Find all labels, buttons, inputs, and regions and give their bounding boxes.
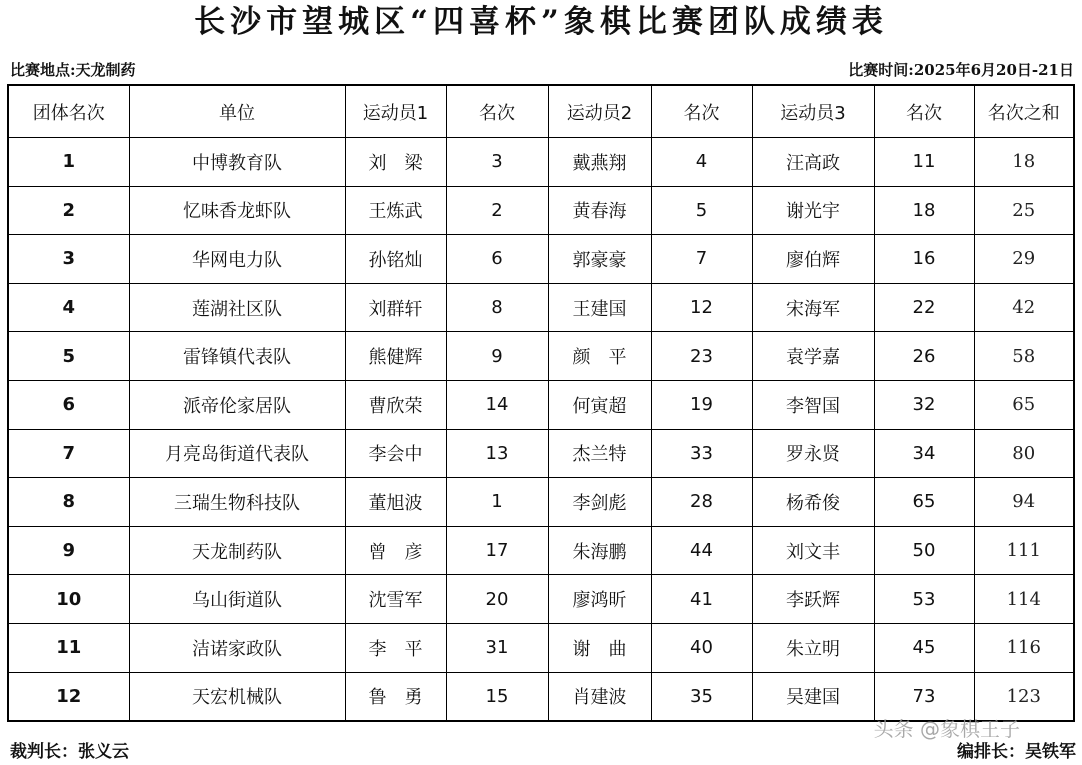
rank1-cell: 1 <box>446 478 548 527</box>
player2-cell: 廖鸿昕 <box>548 575 651 624</box>
rank3-cell: 11 <box>874 138 974 187</box>
table-row <box>8 235 1074 284</box>
team-rank-cell: 3 <box>8 235 129 284</box>
header-player3: 运动员3 <box>752 85 874 138</box>
scheduler: 编排长：吴铁军 <box>957 742 1076 762</box>
rank3-cell: 26 <box>874 332 974 381</box>
player1-cell: 刘群轩 <box>345 283 446 332</box>
table-row <box>8 575 1074 624</box>
unit-cell: 洁诺家政队 <box>129 623 345 672</box>
rank-sum-cell: 94 <box>974 478 1074 527</box>
rank2-cell: 44 <box>651 526 752 575</box>
player1-cell: 李 平 <box>345 623 446 672</box>
player2-cell: 颜 平 <box>548 332 651 381</box>
player2-cell: 戴燕翔 <box>548 138 651 187</box>
team-rank-cell: 5 <box>8 332 129 381</box>
page-title: 长沙市望城区“四喜杯”象棋比赛团队成绩表 <box>194 4 888 40</box>
rank1-cell: 8 <box>446 283 548 332</box>
player1-cell: 王炼武 <box>345 186 446 235</box>
player1-cell: 曹欣荣 <box>345 380 446 429</box>
player2-cell: 杰兰特 <box>548 429 651 478</box>
player1-cell: 熊健辉 <box>345 332 446 381</box>
table-row <box>8 380 1074 429</box>
rank3-cell: 50 <box>874 526 974 575</box>
player2-cell: 朱海鹏 <box>548 526 651 575</box>
player3-cell: 刘文丰 <box>752 526 874 575</box>
rank3-cell: 65 <box>874 478 974 527</box>
rank-sum-cell: 123 <box>974 672 1074 721</box>
table-row <box>8 332 1074 381</box>
player3-cell: 宋海军 <box>752 283 874 332</box>
rank1-cell: 20 <box>446 575 548 624</box>
player1-cell: 沈雪军 <box>345 575 446 624</box>
rank2-cell: 4 <box>651 138 752 187</box>
rank1-cell: 2 <box>446 186 548 235</box>
rank3-cell: 34 <box>874 429 974 478</box>
header-rank3: 名次 <box>874 85 974 138</box>
player3-cell: 汪高政 <box>752 138 874 187</box>
unit-cell: 忆味香龙虾队 <box>129 186 345 235</box>
player3-cell: 廖伯辉 <box>752 235 874 284</box>
table-header-row <box>8 85 1074 138</box>
player2-cell: 李剑彪 <box>548 478 651 527</box>
rank-sum-cell: 25 <box>974 186 1074 235</box>
unit-cell: 派帝伦家居队 <box>129 380 345 429</box>
rank1-cell: 17 <box>446 526 548 575</box>
rank-sum-cell: 18 <box>974 138 1074 187</box>
team-rank-cell: 9 <box>8 526 129 575</box>
rank1-cell: 31 <box>446 623 548 672</box>
rank2-cell: 23 <box>651 332 752 381</box>
rank2-cell: 33 <box>651 429 752 478</box>
unit-cell: 雷锋镇代表队 <box>129 332 345 381</box>
player1-cell: 李会中 <box>345 429 446 478</box>
chief-referee: 裁判长：张义云 <box>10 742 129 762</box>
rank-sum-cell: 116 <box>974 623 1074 672</box>
unit-cell: 月亮岛街道代表队 <box>129 429 345 478</box>
rank2-cell: 19 <box>651 380 752 429</box>
rank-sum-cell: 65 <box>974 380 1074 429</box>
unit-cell: 莲湖社区队 <box>129 283 345 332</box>
rank1-cell: 14 <box>446 380 548 429</box>
player2-cell: 何寅超 <box>548 380 651 429</box>
player3-cell: 杨希俊 <box>752 478 874 527</box>
table-row <box>8 526 1074 575</box>
player2-cell: 谢 曲 <box>548 623 651 672</box>
rank1-cell: 3 <box>446 138 548 187</box>
player3-cell: 罗永贤 <box>752 429 874 478</box>
rank3-cell: 32 <box>874 380 974 429</box>
venue-label: 比赛地点:天龙制药 <box>10 61 136 79</box>
header-unit: 单位 <box>129 85 345 138</box>
player2-cell: 郭豪豪 <box>548 235 651 284</box>
rank-sum-cell: 80 <box>974 429 1074 478</box>
unit-cell: 乌山街道队 <box>129 575 345 624</box>
player1-cell: 孙铭灿 <box>345 235 446 284</box>
table-row <box>8 478 1074 527</box>
header-rank2: 名次 <box>651 85 752 138</box>
header-rank-sum: 名次之和 <box>974 85 1074 138</box>
player2-cell: 王建国 <box>548 283 651 332</box>
team-rank-cell: 4 <box>8 283 129 332</box>
table-row <box>8 186 1074 235</box>
player1-cell: 曾 彦 <box>345 526 446 575</box>
watermark: 头条 @象棋王子 <box>873 717 1020 741</box>
results-table <box>7 84 1075 722</box>
player3-cell: 谢光宇 <box>752 186 874 235</box>
rank-sum-cell: 111 <box>974 526 1074 575</box>
team-rank-cell: 7 <box>8 429 129 478</box>
rank3-cell: 45 <box>874 623 974 672</box>
rank-sum-cell: 29 <box>974 235 1074 284</box>
rank1-cell: 9 <box>446 332 548 381</box>
player3-cell: 李智国 <box>752 380 874 429</box>
player2-cell: 肖建波 <box>548 672 651 721</box>
team-rank-cell: 1 <box>8 138 129 187</box>
rank1-cell: 13 <box>446 429 548 478</box>
rank2-cell: 41 <box>651 575 752 624</box>
player3-cell: 朱立明 <box>752 623 874 672</box>
unit-cell: 中博教育队 <box>129 138 345 187</box>
unit-cell: 三瑞生物科技队 <box>129 478 345 527</box>
rank-sum-cell: 42 <box>974 283 1074 332</box>
rank2-cell: 5 <box>651 186 752 235</box>
rank1-cell: 15 <box>446 672 548 721</box>
unit-cell: 天龙制药队 <box>129 526 345 575</box>
rank3-cell: 16 <box>874 235 974 284</box>
table-row <box>8 623 1074 672</box>
team-rank-cell: 12 <box>8 672 129 721</box>
player2-cell: 黄春海 <box>548 186 651 235</box>
rank3-cell: 73 <box>874 672 974 721</box>
header-player1: 运动员1 <box>345 85 446 138</box>
table-row <box>8 283 1074 332</box>
team-rank-cell: 2 <box>8 186 129 235</box>
date-label: 比赛时间:2025年6月20日-21日 <box>848 61 1074 79</box>
table-row <box>8 138 1074 187</box>
rank-sum-cell: 114 <box>974 575 1074 624</box>
rank2-cell: 7 <box>651 235 752 284</box>
player3-cell: 袁学嘉 <box>752 332 874 381</box>
player1-cell: 董旭波 <box>345 478 446 527</box>
rank2-cell: 28 <box>651 478 752 527</box>
header-team-rank: 团体名次 <box>8 85 129 138</box>
rank2-cell: 35 <box>651 672 752 721</box>
player1-cell: 鲁 勇 <box>345 672 446 721</box>
header-player2: 运动员2 <box>548 85 651 138</box>
rank3-cell: 53 <box>874 575 974 624</box>
rank3-cell: 22 <box>874 283 974 332</box>
header-rank1: 名次 <box>446 85 548 138</box>
player1-cell: 刘 梁 <box>345 138 446 187</box>
rank2-cell: 40 <box>651 623 752 672</box>
team-rank-cell: 10 <box>8 575 129 624</box>
unit-cell: 天宏机械队 <box>129 672 345 721</box>
unit-cell: 华网电力队 <box>129 235 345 284</box>
rank3-cell: 18 <box>874 186 974 235</box>
team-rank-cell: 11 <box>8 623 129 672</box>
rank2-cell: 12 <box>651 283 752 332</box>
player3-cell: 李跃辉 <box>752 575 874 624</box>
table-row <box>8 429 1074 478</box>
team-rank-cell: 6 <box>8 380 129 429</box>
player3-cell: 吴建国 <box>752 672 874 721</box>
rank-sum-cell: 58 <box>974 332 1074 381</box>
rank1-cell: 6 <box>446 235 548 284</box>
team-rank-cell: 8 <box>8 478 129 527</box>
